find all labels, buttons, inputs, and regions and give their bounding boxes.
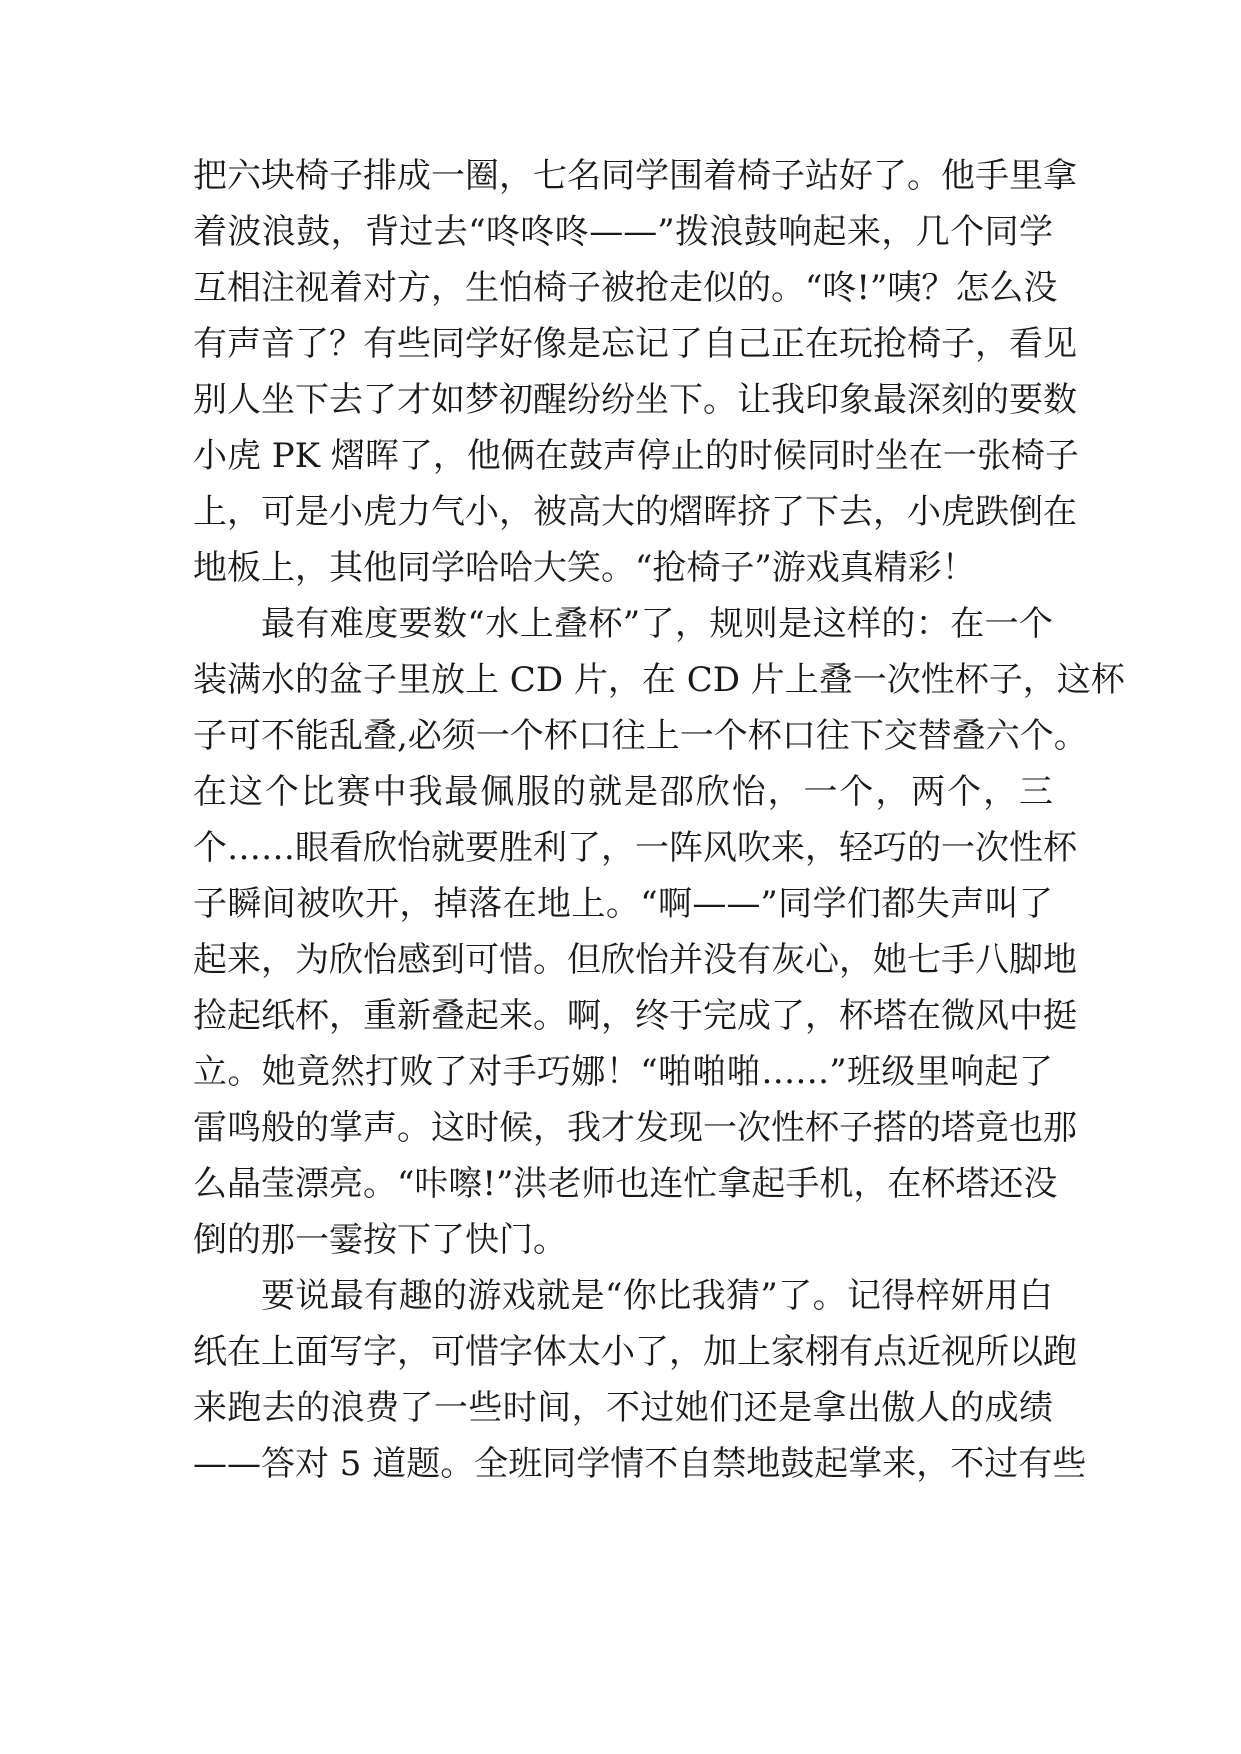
- text-line: 有声音了？有些同学好像是忘记了自己正在玩抢椅子，看见: [193, 324, 1077, 364]
- text-line: 地板上，其他同学哈哈大笑。“抢椅子”游戏真精彩！: [193, 548, 976, 588]
- text-line: 子瞬间被吹开，掉落在地上。“啊——”同学们都失声叫了: [193, 884, 1053, 924]
- text-line: 纸在上面写字，可惜字体太小了，加上家栩有点近视所以跑: [193, 1332, 1077, 1372]
- text-line: 来跑去的浪费了一些时间，不过她们还是拿出傲人的成绩: [193, 1388, 1053, 1428]
- text-line: 别人坐下去了才如梦初醒纷纷坐下。让我印象最深刻的要数: [193, 380, 1077, 420]
- text-line: ——答对 5 道题。全班同学情不自禁地鼓起掌来，不过有些: [193, 1444, 1087, 1484]
- text-line: 立。她竟然打败了对手巧娜！“啪啪啪……”班级里响起了: [193, 1052, 1053, 1092]
- text-line: 装满水的盆子里放上 CD 片，在 CD 片上叠一次性杯子，这杯: [193, 660, 1125, 700]
- text-line: 倒的那一霎按下了快门。: [193, 1220, 567, 1260]
- text-line: 上，可是小虎力气小，被高大的熠晖挤了下去，小虎跌倒在: [193, 492, 1077, 532]
- text-line: 起来，为欣怡感到可惜。但欣怡并没有灰心，她七手八脚地: [193, 940, 1077, 980]
- text-line: 把六块椅子排成一圈，七名同学围着椅子站好了。他手里拿: [193, 156, 1077, 196]
- body-text: [193, 148, 1125, 1492]
- text-line: 最有难度要数“水上叠杯”了，规则是这样的：在一个: [261, 604, 1053, 644]
- text-line: 子可不能乱叠,必须一个杯口往上一个杯口往下交替叠六个。: [193, 716, 1088, 756]
- text-line: 在这个比赛中我最佩服的就是邵欣怡，一个，两个，三: [193, 772, 1053, 812]
- text-line: 捡起纸杯，重新叠起来。啊，终于完成了，杯塔在微风中挺: [193, 996, 1077, 1036]
- text-line: 互相注视着对方，生怕椅子被抢走似的。“咚!”咦？怎么没: [193, 268, 1058, 308]
- text-line: 着波浪鼓，背过去“咚咚咚——”拨浪鼓响起来，几个同学: [193, 212, 1053, 252]
- text-line: 要说最有趣的游戏就是“你比我猜”了。记得梓妍用白: [261, 1276, 1053, 1316]
- text-line: 雷鸣般的掌声。这时候，我才发现一次性杯子搭的塔竟也那: [193, 1108, 1077, 1148]
- text-line: 个……眼看欣怡就要胜利了，一阵风吹来，轻巧的一次性杯: [193, 828, 1077, 868]
- text-line: 小虎 PK 熠晖了，他俩在鼓声停止的时候同时坐在一张椅子: [193, 436, 1079, 476]
- text-line: 么晶莹漂亮。“咔嚓!”洪老师也连忙拿起手机，在杯塔还没: [193, 1164, 1058, 1204]
